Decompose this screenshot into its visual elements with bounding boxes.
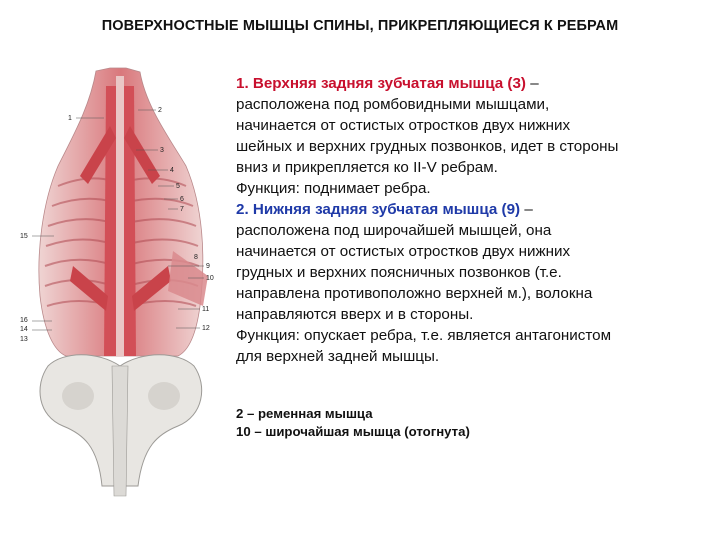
description-block bbox=[236, 73, 706, 367]
item2-function: Функция: опускает ребра, т.е. является антагонистом bbox=[236, 327, 612, 344]
slide-title: ПОВЕРХНОСТНЫЕ МЫШЦЫ СПИНЫ, ПРИКРЕПЛЯЮЩИЕСЯ К РЕБРАМ bbox=[101, 18, 619, 34]
item2-line: расположена под широчайшей мышцей, она bbox=[236, 222, 552, 239]
legend-note: 10 – широчайшая мышца (отогнута) bbox=[236, 424, 470, 439]
item2-dash: – bbox=[520, 201, 533, 218]
item1-line: вниз и прикрепляется ко II-V ребрам. bbox=[236, 159, 498, 176]
item1-function: Функция: поднимает ребра. bbox=[236, 180, 431, 197]
item2-line: грудных и верхних поясничных позвонков (т.е. bbox=[236, 264, 562, 281]
figure-label: 2 bbox=[158, 107, 162, 114]
figure-label: 16 bbox=[20, 317, 28, 324]
figure-label: 8 bbox=[194, 254, 198, 261]
figure-label: 15 bbox=[20, 233, 28, 240]
item2-line: направлена противоположно верхней м.), волокна bbox=[236, 285, 593, 302]
item1-dash: – bbox=[525, 75, 539, 92]
item1-line: расположена под ромбовидными мышцами, bbox=[236, 96, 550, 113]
item2-heading: 2. Нижняя задняя зубчатая мышца (9) bbox=[236, 201, 521, 218]
figure-label: 13 bbox=[20, 336, 28, 343]
figure-label: 14 bbox=[20, 326, 28, 333]
back-muscles-illustration bbox=[18, 66, 223, 521]
item1-line: начинается от остистых отростков двух нижних bbox=[236, 117, 571, 134]
item1-line: шейных и верхних грудных позвонков, идет в стороны bbox=[236, 138, 619, 155]
figure-label: 4 bbox=[170, 167, 174, 174]
figure-label: 6 bbox=[180, 196, 184, 203]
figure-label: 12 bbox=[202, 325, 210, 332]
figure-label: 3 bbox=[160, 147, 164, 154]
figure-label: 9 bbox=[206, 263, 210, 270]
legend-notes bbox=[236, 405, 706, 441]
figure-label: 1 bbox=[68, 115, 72, 122]
figure-label: 10 bbox=[206, 275, 214, 282]
item2-line: начинается от остистых отростков двух нижних bbox=[236, 243, 571, 260]
item2-line: направляются вверх и в стороны. bbox=[236, 306, 474, 323]
figure-label: 5 bbox=[176, 183, 180, 190]
legend-note: 2 – ременная мышца bbox=[236, 406, 373, 421]
figure-label: 7 bbox=[180, 206, 184, 213]
item2-function: для верхней задней мышцы. bbox=[236, 348, 440, 365]
item1-heading: 1. Верхняя задняя зубчатая мышца (3) bbox=[236, 75, 526, 92]
figure-label: 11 bbox=[202, 306, 210, 313]
